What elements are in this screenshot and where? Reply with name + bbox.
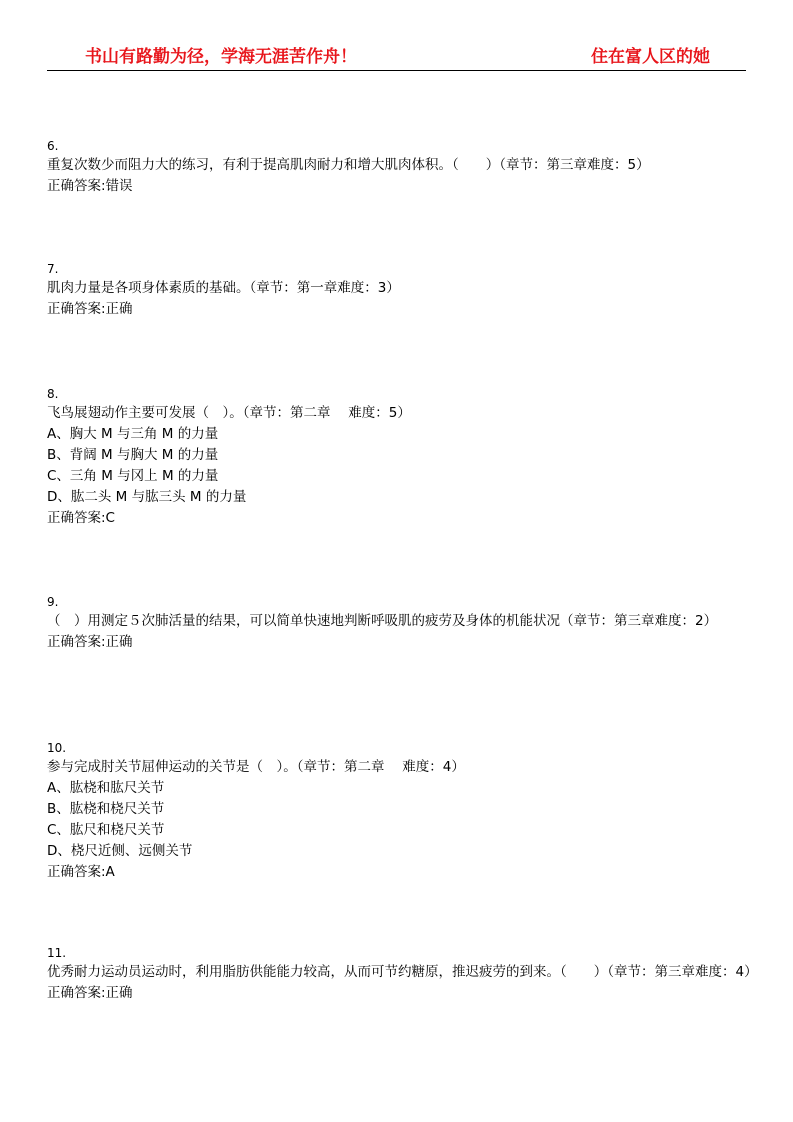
question-stem: 飞鸟展翅动作主要可发展（ ）。（章节：第二章 难度：5） (47, 405, 411, 421)
question-answer: 正确答案:错误 (47, 178, 133, 194)
question-11 (47, 944, 758, 1004)
question-7 (47, 260, 752, 320)
option-b: B、肱桡和桡尺关节 (47, 801, 165, 817)
question-number: 7. (47, 262, 59, 276)
question-answer: 正确答案:C (47, 510, 115, 526)
option-d: D、肱二头 M 与肱三头 M 的力量 (47, 489, 247, 505)
question-stem: 肌肉力量是各项身体素质的基础。（章节：第一章难度：3） (47, 280, 400, 296)
option-d: D、桡尺近侧、远侧关节 (47, 843, 193, 859)
option-a: A、肱桡和肱尺关节 (47, 780, 165, 796)
header-motto: 书山有路勤为径，学海无涯苦作舟！ (85, 47, 357, 67)
question-answer: 正确答案:正确 (47, 985, 133, 1001)
option-c: C、肱尺和桡尺关节 (47, 822, 165, 838)
question-9 (47, 593, 752, 653)
question-answer: 正确答案:正确 (47, 301, 133, 317)
question-stem: 重复次数少而阻力大的练习，有利于提高肌肉耐力和增大肌肉体积。（ ）（章节：第三章难度：5） (47, 157, 650, 173)
question-stem: 优秀耐力运动员运动时，利用脂肪供能能力较高，从而可节约糖原，推迟疲劳的到来。（ ）（章节：第三章难度：4） (47, 964, 758, 980)
question-6 (47, 137, 752, 197)
question-number: 9. (47, 595, 59, 609)
question-stem: （ ）用测定５次肺活量的结果，可以简单快速地判断呼吸肌的疲劳及身体的机能状况（章节：第三章难度：2） (47, 613, 718, 629)
question-10 (47, 739, 752, 883)
question-8 (47, 385, 752, 529)
question-number: 8. (47, 387, 59, 401)
question-answer: 正确答案:正确 (47, 634, 133, 650)
page-header (47, 38, 746, 71)
question-answer: 正确答案:A (47, 864, 115, 880)
question-stem: 参与完成肘关节屈伸运动的关节是（ ）。（章节：第二章 难度：4） (47, 759, 465, 775)
option-b: B、背阔 M 与胸大 M 的力量 (47, 447, 219, 463)
option-a: A、胸大 M 与三角 M 的力量 (47, 426, 219, 442)
question-number: 11. (47, 946, 67, 960)
option-c: C、三角 M 与冈上 M 的力量 (47, 468, 219, 484)
header-right-text: 住在富人区的她 (591, 47, 710, 67)
question-number: 10. (47, 741, 67, 755)
question-number: 6. (47, 139, 59, 153)
